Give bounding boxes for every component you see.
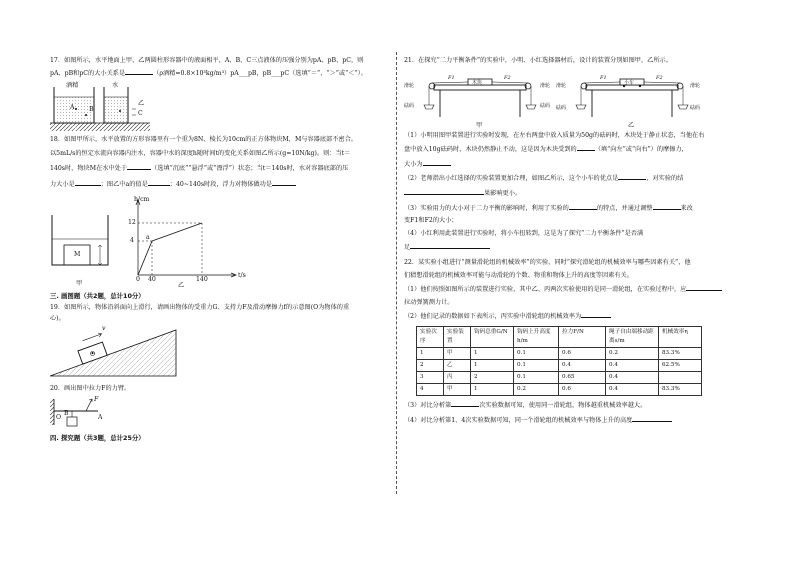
q22-p1: （1）他们按照如图所示的装置进行实验，其中乙、丙两次实验使用的是同一滑轮组，在实验过程中，应 xyxy=(404,283,750,296)
table-cell: 0.1 xyxy=(514,371,559,383)
q21-block-label: 木块 xyxy=(472,79,483,86)
table-cell: 2 xyxy=(471,371,514,383)
q20-label-f: F xyxy=(94,395,99,403)
q19-label-v: v xyxy=(102,325,106,333)
table-cell: 1 xyxy=(471,347,514,359)
table-header-cell: 实验装置 xyxy=(444,326,471,347)
table-cell: 83.3% xyxy=(659,347,702,359)
table-cell: 0.4 xyxy=(559,359,606,371)
q19-text-2: 心)。 xyxy=(50,314,65,322)
table-cell: 1 xyxy=(471,383,514,395)
q21-weight-right: 砝码 xyxy=(540,102,551,109)
q18-graph-ytick-12: 12 xyxy=(128,218,136,226)
q21-p1-3: 大小为 xyxy=(404,158,750,171)
table-cell: 0.65 xyxy=(559,371,606,383)
q18-graph-xtick-40: 40 xyxy=(148,275,156,283)
q18-text-2: 以5mL/s的恒定水流向容器内注水，容器中水的深度h随时间t的变化关系如图乙所示(g=10N/kg)。则：当t＝ xyxy=(50,149,351,157)
q17-label-alcohol: 酒精 xyxy=(66,82,79,90)
q17-label-a: A xyxy=(70,104,75,112)
right-column xyxy=(404,56,750,426)
table-cell: 0.4 xyxy=(606,383,659,395)
table-cell: 0.6 xyxy=(559,383,606,395)
q18-graph-ytick-4: 4 xyxy=(130,236,134,244)
q21-pulley-left: 滑轮 xyxy=(404,82,415,89)
q17-label-b: B xyxy=(89,106,94,114)
table-cell: 2 xyxy=(417,359,444,371)
table-header-cell: 拉力F/N xyxy=(559,326,606,347)
q17-text: 17．如图所示，水平地面上甲、乙两圆柱形容器中的液面相平，A、B、C三点液体的压强分别为pA、pB、pC，则 xyxy=(50,57,364,64)
table-header-row xyxy=(417,326,702,347)
q21-f2-right: F2 xyxy=(656,74,663,81)
table-cell: 0.6 xyxy=(559,347,606,359)
table-cell: 0.4 xyxy=(606,359,659,371)
table-row xyxy=(417,383,702,395)
table-cell xyxy=(659,371,702,383)
table-cell: 0.2 xyxy=(514,383,559,395)
q18-label-m: M xyxy=(74,250,81,258)
table-cell: 乙 xyxy=(444,359,471,371)
q20-label-o: O xyxy=(56,413,62,421)
table-row xyxy=(417,359,702,371)
q21-weight-left: 砝码 xyxy=(404,102,415,109)
q21-f1-left: F1 xyxy=(448,74,455,81)
table-cell: 83.3% xyxy=(659,383,702,395)
q22-p3: （3）对比分析第 次实验数据可知，使用同一滑轮组，物体越重机械效率越大。 xyxy=(404,399,750,412)
q20-label-a: A xyxy=(98,413,103,421)
column-divider xyxy=(396,52,397,494)
table-cell: 1 xyxy=(471,359,514,371)
table-cell: 丙 xyxy=(444,371,471,383)
q18-text-1: 18．如图甲所示，水平放置的方形容器里有一个重为8N、棱长为10cm的正方体物块M，M与容器底部不密合。 xyxy=(50,136,357,144)
q18-label-jia: 甲 xyxy=(76,279,83,287)
q21-f1-right: F1 xyxy=(600,74,607,81)
q18-graph-xtick-140: 140 xyxy=(196,275,208,283)
section-3-heading: 三. 画图题（共2题，总计10分） xyxy=(50,291,145,300)
q22-p4: （4）对比分析第1、4次实验数据可知，同一个滑轮组的机械效率与物体上升的高度 xyxy=(404,414,750,427)
table-cell: 0.2 xyxy=(606,347,659,359)
q22-p2: （2）他们记录的数据如下表所示，丙实验中滑轮组的机械效率为 xyxy=(404,310,750,323)
q18-text-4: 力大小是 ；图乙中a的值是 ；40~140s时段，浮力对物体做功是 xyxy=(50,178,386,191)
table-cell: 4 xyxy=(417,383,444,395)
table-cell: 甲 xyxy=(444,347,471,359)
table-cell: 0.4 xyxy=(606,371,659,383)
q18-label-yi: 乙 xyxy=(178,281,185,289)
table-cell: 3 xyxy=(417,371,444,383)
q21-p1-2: 盘中放入10g砝码时，木块仍然静止不动，这是因为木块受到的 （填“向左”或“向右”）的摩擦力， xyxy=(404,143,750,156)
q17-figure xyxy=(50,81,386,135)
q17-label-jia: 甲 xyxy=(72,126,79,134)
q21-f2-left: F2 xyxy=(504,74,511,81)
q17-label-water: 水 xyxy=(112,82,119,90)
q21-cart-label: 小车 xyxy=(624,79,635,86)
q21-p2-1: （2）老师指出小红选择的实验装置更加合理，如图乙所示，这个小车的优点是 ，对实验的结 xyxy=(404,172,750,185)
q21-pulley-right-2: 滑轮 xyxy=(690,82,701,89)
q21-p4-2: 足 xyxy=(404,241,750,254)
q21-pulley-right: 滑轮 xyxy=(540,82,551,89)
q17-text-2: pA、pB和pC的大小关系是 （ρ酒精=0.8×10³kg/m³）pA___pB，pB___pC（选填“＝”、“＞”或“＜”）。 xyxy=(50,67,386,80)
q21-pulley-left-2: 滑轮 xyxy=(556,82,567,89)
q21-p3-1: （3）实验用力的大小对于二力平衡的影响时，利用了实验的 的特点，并通过调整 来改 xyxy=(404,202,750,215)
left-column xyxy=(50,56,386,444)
q20-figure xyxy=(50,395,386,431)
table-row xyxy=(417,347,702,359)
q18-graph-xlabel: t/s xyxy=(238,271,246,279)
q21-weight-right-2: 砝码 xyxy=(690,104,701,111)
q22-text-2: 们猜想滑轮组的机械效率可能与动滑轮的个数、物重和物体上升的高度等因素有关。 xyxy=(404,271,633,279)
q22-data-table xyxy=(416,326,702,396)
q22-text-1: 22．某实验小组进行“测量滑轮组的机械效率”的实验，同时“探究滑轮组的机械效率与哪些因素有关”，他 xyxy=(404,258,691,266)
table-header-cell: 绳子自由端移动距离s/m xyxy=(606,326,659,347)
q22-p1b: 拉动弹簧测力计。 xyxy=(404,298,454,306)
q21-p2-2: 果影响更小。 xyxy=(404,187,750,200)
q21-text: 21．在探究“二力平衡条件”的实验中，小明、小红选择器材后，设计的装置分别如图甲、乙所示。 xyxy=(404,57,672,64)
table-header-cell: 机械效率η xyxy=(659,326,702,347)
section-4-heading: 四. 探究题（共3题，总计25分） xyxy=(50,433,145,442)
q19-label-o: O xyxy=(90,351,96,359)
table-cell: 甲 xyxy=(444,383,471,395)
table-cell: 0.1 xyxy=(514,359,559,371)
table-header-cell: 钩码上升高度h/m xyxy=(514,326,559,347)
q19-text-1: 19．如图所示，物体沿斜面向上滑行，请画出物体的受重力G、支持力F及滑动摩擦力f的示意图(O为物体的重 xyxy=(50,304,350,312)
q21-weight-left-2: 砝码 xyxy=(556,104,567,111)
q18-text-3: 140s时，物块M在水中处于 （选填“沉底”“悬浮”或“漂浮”）状态；当t＝140s时，水对容器底部的压 xyxy=(50,162,386,175)
q18-graph-xtick-0: 0 xyxy=(136,275,140,283)
q18-graph-point-a: a xyxy=(146,233,150,241)
q21-figure xyxy=(404,69,750,131)
q21-p4-1: （4）小红利用此装置进行实验时，将小车扭转到，这是为了探究“二力平衡条件”是否满 xyxy=(404,229,644,237)
q20-label-b: B xyxy=(64,409,69,417)
q18-graph-ylabel: h/cm xyxy=(134,195,150,203)
table-cell: 0.1 xyxy=(514,347,559,359)
table-cell: 62.5% xyxy=(659,359,702,371)
table-row xyxy=(417,371,702,383)
table-cell: 1 xyxy=(417,347,444,359)
q21-label-yi: 乙 xyxy=(628,121,635,129)
q21-label-jia: 甲 xyxy=(476,121,483,129)
q17-label-yi: 乙 xyxy=(138,100,145,108)
q18-figure xyxy=(50,195,386,291)
q21-p3-2: 变F1和F2的大小； xyxy=(404,217,458,225)
table-header-cell: 实验次序 xyxy=(417,326,444,347)
q19-figure xyxy=(50,324,386,380)
q17-label-c: C xyxy=(138,110,143,118)
q21-p1-1: （1）小明用图甲装置进行实验时发现，在左右两盘中放入质量为50g的砝码时，木块处于静止状态，当他在右 xyxy=(404,131,705,139)
table-header-cell: 钩码总重G/N xyxy=(471,326,514,347)
q20-text: 20．画出图中拉力F的力臂。 xyxy=(50,385,131,393)
